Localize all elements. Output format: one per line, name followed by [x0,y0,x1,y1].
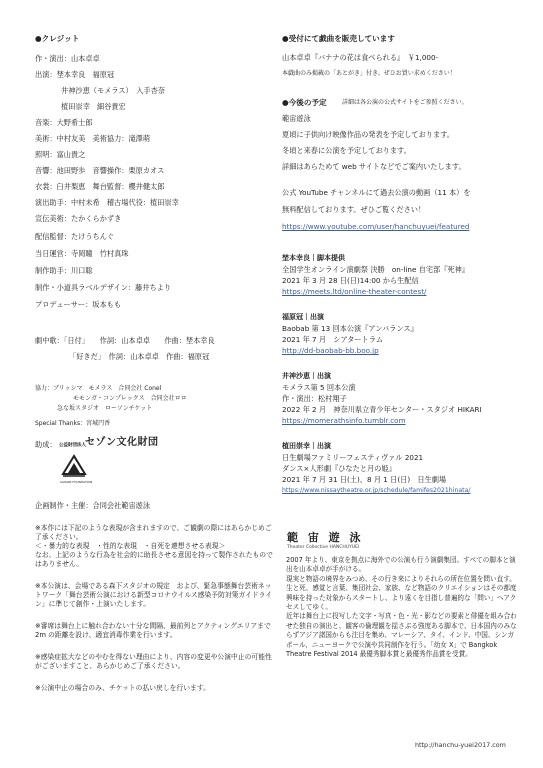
credit-line: 美術：中村友美 美術協力：滝澤萌 [35,134,151,143]
credit-line: 宣伝美術：たかくらかずき [35,214,122,223]
logo-caption: SAISON FOUNDATION [60,480,93,484]
schedule-line: 冬頃と来春に公演を予定しております。 [282,146,411,155]
profile-paragraph: 現実と物語の境界をみつめ、その行き来によりそれらの所在位置を問い直す。 [286,574,516,583]
credit-line: 制作・小道具ラベルデザイン：藤井ちより [35,283,172,292]
credit-line: 植田崇幸 細谷貴宏 [61,102,126,111]
notice-text: ※本公演は、会場である森下スタジオの規定 および、緊急事態舞台芸術ネットワーク「舞台芸術公演における新型コロナウイルス感染予防対策ガイドライン」に準じて創作・上演いたします。 [35,582,273,608]
schedule-line: 夏頃に子供向け映像作品の発表を予定しております。 [282,130,454,139]
sales-item: 山本卓卓『バナナの花は食べられる』 ￥1,000- [282,53,439,62]
youtube-line: 公式 YouTube チャンネルにて過去公演の動画（11 本）を [282,188,471,197]
member-title: 埜本幸良｜脚本提供 [282,254,345,262]
group-profile [286,556,520,659]
support-org-prefix: 公益財団法人 [59,443,86,448]
credit-line: 制作助手：川口聡 [35,266,93,275]
schedule-line: 詳細はあらためて web サイトなどでご案内いたします。 [282,162,466,171]
credits-heading: ●クレジット [35,34,80,43]
credit-line: 音響：池田野歩 音響操作：栗原カオス [35,166,165,175]
credit-line: 井神沙恵（モメラス） 入手杏奈 [61,86,165,95]
member-line: 2021 年 7 月 シアタートラム [282,335,384,344]
notices-section [35,524,273,693]
credit-line: 照明：富山貴之 [35,150,86,159]
sales-note: 本戯曲のみ掲載の「あとがき」付き。ぜひお買い求めください！ [282,70,456,77]
notice-text: なお、上記のような行為を社会的に助長させる意図を持って製作されたものではありません。 [35,551,273,568]
credit-line: プロデューサー：坂本もも [35,300,122,309]
notice-text: ※公演中止の場合のみ、チケットの払い戻しを行います。 [35,684,210,692]
schedule-group: 範宙遊泳 [282,114,311,123]
member-line: ダンス×人形劇『ひなたと月の姫』 [282,464,396,473]
notice-text: ＜・暴力的な表現 ・性的な表現 ・自死を連想させる表現＞ [35,542,226,550]
member-title: 福原冠｜出演 [282,313,324,321]
profile-paragraph: 近年は舞台上に投写した文字・写真・色・光・影などの要素と俳優を組み合わせた独自の演出と、観客の倫理観を揺さぶる強度ある脚本で、日本国内のみならずアジア諸国からも注目を集め、マレーシア、タイ、インド、中国、シンガポール、ニューヨークで公演や共同制作を行う。「幼女 X」で Bangkok Theatre Festival 2014 最優秀脚本賞と最優秀作品賞を受賞。 [286,612,517,659]
member-link[interactable]: https://www.nissaytheatre.or.jp/schedule/famifes2021hinata/ [282,487,471,494]
credit-line: 当日運営：寺岡瞳 竹村真珠 [35,249,129,258]
member-link[interactable]: https://meets.ltd/online-theater-contest/ [282,287,427,296]
youtube-link[interactable]: https://www.youtube.com/user/hanchuyuei/featured [282,222,470,231]
support-org-name: セゾン文化財団 [85,437,159,448]
member-line: 作・演出：松村翔子 [282,394,347,403]
profile-paragraph: 2007 年より、東京を拠点に海外での公演も行う演劇集団。すべての脚本と演出を山本卓卓が手がける。 [286,556,516,574]
credit-line: 配信監督：たけうちんぐ [35,232,115,241]
cooperation-line: 協力：ブリッシマ モメラス 合同会社 Conel [35,385,162,392]
notice-text: ※感染症拡大などのやむを得ない理由により、内容の変更や公演中止の可能性がございますこと、あらかじめご了承ください。 [35,653,272,670]
profile-paragraph: 生と死、感覚と言葉、集団社会、家族、など物語のクリエイションはその都度興味を持った対象からスタートし、より遠くを目指し普遍的な「問い」へアクセスしてゆく。 [286,584,517,612]
member-line: 全国学生オンライン演劇祭 決勝 on-line 自宅部『死神』 [282,265,469,274]
member-line: 日生劇場ファミリーフェスティヴァル 2021 [282,453,424,462]
saison-logo-icon [61,454,87,480]
song-line: 劇中歌：「日付」 作詞：山本卓卓 作曲：埜本幸良 [35,336,215,345]
special-thanks: Special Thanks：宮城円香 [35,420,111,427]
credit-line: 作・演出：山本卓卓 [35,54,100,63]
member-line: Baobab 第 13 回本公演『アンバランス』 [282,324,418,333]
member-link[interactable]: http://dd-baobab-bb.boo.jp [282,346,379,355]
schedule-heading-note: 詳細は各公演の公式サイトをご参照ください。 [342,99,468,106]
organizer: 企画制作・主催：合同会社範宙遊泳 [35,501,151,510]
credit-line: 音楽：大野希士郎 [35,118,93,127]
notice-text: ※審席は舞台上に触れ合わない十分な間隔、最前列とアクティングエリアまで 2m の距離を設け、適宜消毒作業を行います。 [35,622,271,639]
cooperation-line: モモンガ・コンプレックス 合同会社ロロ [73,395,187,402]
cooperation-line: 急な坂スタジオ ローソンチケット [57,405,153,412]
member-link[interactable]: https://momerathsinfo.tumblr.com [282,416,406,425]
group-website-link[interactable]: http://hanchu-yuei2017.com [415,741,506,749]
member-line: モメラス第 5 回本公演 [282,383,356,392]
member-line: 2021 年 3 月 28 日(日)14:00 から生配信 [282,276,419,285]
credit-line: 演出助手：中村未希 稽古場代役：植田崇幸 [35,198,179,207]
member-line: 2022 年 2 月 神奈川県立青少年センター・スタジオ HIKARI [282,405,482,414]
youtube-line: 無料配信しております。ぜひご覧ください！ [282,205,426,214]
sales-heading: ●受付にて戯曲を販売しています [282,34,395,43]
member-title: 井神沙恵｜出演 [282,372,331,380]
song-line: 「好きだ」 作詞：山本卓卓 作曲：福原冠 [69,352,210,361]
group-logo-subtitle: Theater Collective HANCHUYUEI [287,545,360,550]
member-title: 植田崇幸｜出演 [282,442,331,450]
group-logo-title: 範 宙 遊 泳 [287,531,364,544]
member-line: 2021 年 7 月 31 日(土)、8 月 1 日(日) 日生劇場 [282,475,447,484]
support-label: 助成： [35,440,57,449]
notice-text: ※本作には下記のような表現が含まれますので、ご観劇の際にはあらかじめご了承ください。 [35,524,272,541]
schedule-heading: ●今後の予定 [282,98,327,107]
credit-line: 衣裳：臼井梨恵 舞台監督：櫻井健太郎 [35,182,165,191]
credit-line: 出演：埜本幸良 福原冠 [35,70,115,79]
